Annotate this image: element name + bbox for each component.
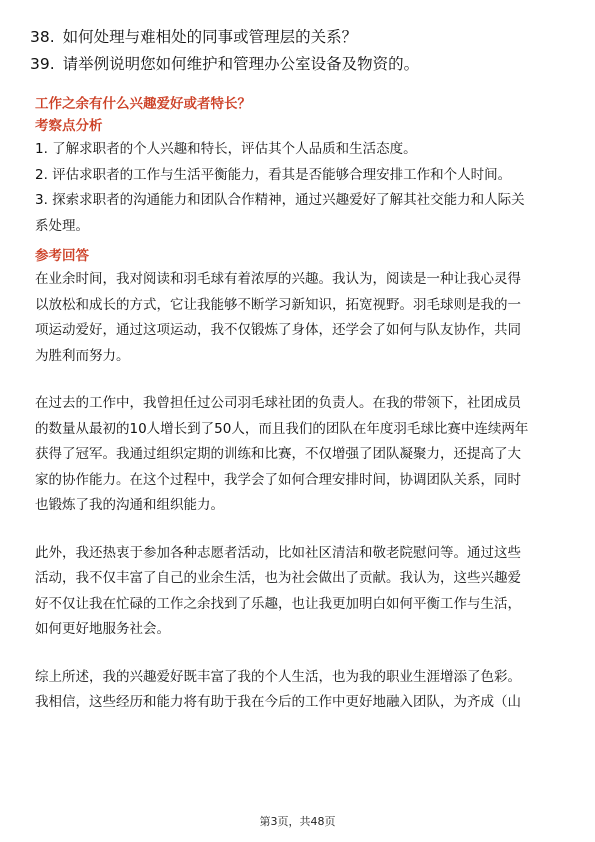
text-line: 为胜利而努力。 xyxy=(35,347,130,364)
qa-section xyxy=(35,93,560,716)
question-item-38 xyxy=(30,24,570,51)
text-line: 在业余时间，我对阅读和羽毛球有着浓厚的兴趣。我认为，阅读是一种让我心灵得 xyxy=(35,271,521,287)
text-line: 2. 评估求职者的工作与生活平衡能力，看其是否能够合理安排工作和个人时间。 xyxy=(35,166,512,183)
text-line: 系处理。 xyxy=(35,217,89,234)
page-number: 第3页，共48页 xyxy=(259,815,336,828)
answer-title: 参考回答 xyxy=(35,248,89,264)
question-text: 请举例说明您如何维护和管理办公室设备及物资的。 xyxy=(62,55,420,73)
text-line: 综上所述，我的兴趣爱好既丰富了我的个人生活，也为我的职业生涯增添了色彩。 xyxy=(35,668,521,685)
question-text: 如何处理与难相处的同事或管理层的关系？ xyxy=(62,28,358,46)
question-list xyxy=(30,24,570,78)
text-line: 活动，我不仅丰富了自己的业余生活，也为社会做出了贡献。我认为，这些兴趣爱 xyxy=(35,570,521,586)
question-item-39 xyxy=(30,51,570,78)
text-line: 此外，我还热衷于参加各种志愿者活动，比如社区清洁和敬老院慰问等。通过这些 xyxy=(35,544,521,561)
answer-paragraph-4 xyxy=(35,665,560,716)
section-title: 工作之余有什么兴趣爱好或者特长？ xyxy=(35,96,251,112)
analysis-point-2 xyxy=(35,163,560,189)
analysis-point-3 xyxy=(35,188,560,239)
text-line: 获得了冠军。我通过组织定期的训练和比赛，不仅增强了团队凝聚力，还提高了大 xyxy=(35,446,521,462)
text-line: 的数量从最初的10人增长到了50人，而且我们的团队在年度羽毛球比赛中连续两年 xyxy=(35,420,529,437)
text-line: 1. 了解求职者的个人兴趣和特长，评估其个人品质和生活态度。 xyxy=(35,141,417,157)
question-number: 39. xyxy=(30,55,55,73)
analysis-point-1 xyxy=(35,137,560,163)
answer-paragraph-1 xyxy=(35,267,560,369)
question-number: 38. xyxy=(30,28,55,46)
text-line: 好不仅让我在忙碌的工作之余找到了乐趣，也让我更加明白如何平衡工作与生活， xyxy=(35,595,521,612)
text-line: 也锻炼了我的沟通和组织能力。 xyxy=(35,497,224,513)
text-line: 3. 探索求职者的沟通能力和团队合作精神，通过兴趣爱好了解其社交能力和人际关 xyxy=(35,192,525,208)
text-line: 在过去的工作中，我曾担任过公司羽毛球社团的负责人。在我的带领下，社团成员 xyxy=(35,395,521,411)
text-line: 我相信，这些经历和能力将有助于我在今后的工作中更好地融入团队，为齐成（山 xyxy=(35,694,521,710)
answer-paragraph-2 xyxy=(35,391,560,519)
text-line: 家的协作能力。在这个过程中，我学会了如何合理安排时间，协调团队关系，同时 xyxy=(35,471,521,488)
text-line: 如何更好地服务社会。 xyxy=(35,621,170,637)
text-line: 项运动爱好，通过这项运动，我不仅锻炼了身体，还学会了如何与队友协作，共同 xyxy=(35,322,521,338)
analysis-title: 考察点分析 xyxy=(35,118,103,134)
answer-paragraph-3 xyxy=(35,541,560,643)
text-line: 以放松和成长的方式，它让我能够不断学习新知识，拓宽视野。羽毛球则是我的一 xyxy=(35,296,521,313)
